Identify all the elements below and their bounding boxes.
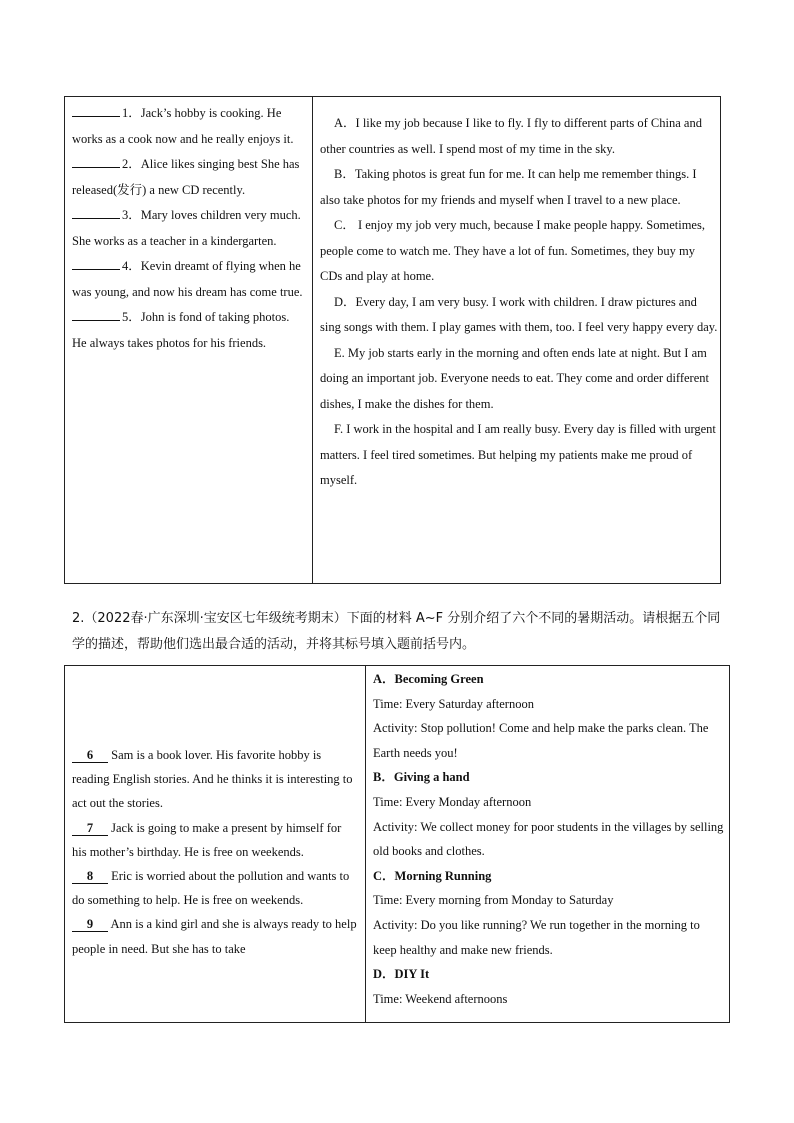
answer-blank[interactable]: 6 <box>72 748 108 763</box>
question-item: 7 Jack is going to make a present by himself for his mother’s birthday. He is free on weekends. <box>72 820 342 859</box>
matching-table-2 <box>64 665 730 1023</box>
answer-blank[interactable] <box>72 255 120 270</box>
option-f: F. I work in the hospital and I am really busy. Every day is filled with urgent matters. I feel tired sometimes. But helping my patients make me proud of myself. <box>320 422 716 487</box>
activity-c-description: Activity: Do you like running? We run together in the morning to keep healthy and make new friends. <box>373 917 700 957</box>
question-item: 1．Jack’s hobby is cooking. He works as a cook now and he really enjoys it. <box>72 101 307 152</box>
option-a: A．I like my job because I like to fly. I fly to different parts of China and other countries as well. I spend most of my time in the sky. <box>320 116 702 156</box>
question-item: 9 Ann is a kind girl and she is always ready to help people in need. But she has to take <box>72 917 357 956</box>
option-e: E. My job starts early in the morning and often ends late at night. But I am doing an important job. Everyone needs to eat. They come and order different dishes, I make the dishes for them. <box>320 345 709 411</box>
question-item: 6 Sam is a book lover. His favorite hobby is reading English stories. And he thinks it is interesting to act out the stories. <box>72 748 353 811</box>
activity-b-description: Activity: We collect money for poor students in the villages by selling old books and clothes. <box>373 819 724 859</box>
activity-a-heading: A．Becoming Green <box>373 672 484 686</box>
question-item: 2．Alice likes singing best She has released(发行) a new CD recently. <box>72 152 307 203</box>
answer-blank[interactable] <box>72 102 120 117</box>
students-column <box>72 743 357 961</box>
activity-b-heading: B．Giving a hand <box>373 770 470 785</box>
activity-c-heading: C．Morning Running <box>373 868 492 883</box>
question-item: 8 Eric is worried about the pollution and wants to do something to help. He is free on weekends. <box>72 869 350 908</box>
activity-d-heading: D．DIY It <box>373 967 430 982</box>
answer-blank[interactable]: 7 <box>72 821 108 836</box>
question-item: 5．John is fond of taking photos. He always takes photos for his friends. <box>72 305 307 356</box>
answer-blank[interactable]: 9 <box>72 917 108 932</box>
question-item: 3．Mary loves children very much. She works as a teacher in a kindergarten. <box>72 203 307 254</box>
activity-a-description: Activity: Stop pollution! Come and help make the parks clean. The Earth needs you! <box>373 721 709 760</box>
answer-blank[interactable] <box>72 153 120 168</box>
activity-b-time: Time: Every Monday afternoon <box>373 794 532 809</box>
answer-blank[interactable]: 8 <box>72 869 108 884</box>
answer-blank[interactable] <box>72 306 120 321</box>
column-divider <box>312 97 313 583</box>
answer-blank[interactable] <box>72 204 120 219</box>
matching-table-1 <box>64 96 721 584</box>
option-c: C． I enjoy my job very much, because I make people happy. Sometimes, people come to watch me. They have a lot of fun. Sometimes, they buy my CDs and play at home. <box>320 218 705 283</box>
activity-d-time: Time: Weekend afternoons <box>373 991 508 1006</box>
question-2-instructions: 2.（2022春·广东深圳·宝安区七年级统考期末）下面的材料 A~F 分别介绍了六个不同的暑期活动。请根据五个同学的描述，帮助他们选出最合适的活动，并将其标号填入题前括号内。 <box>72 611 721 652</box>
activity-a-time: Time: Every Saturday afternoon <box>373 696 534 711</box>
activities-column <box>373 667 725 1011</box>
questions-column <box>72 101 307 356</box>
options-column <box>320 111 718 494</box>
column-divider <box>365 666 366 1022</box>
option-d: D．Every day, I am very busy. I work with children. I draw pictures and sing songs with them. I play games with them, too. I feel very happy every day. <box>320 294 718 334</box>
activity-c-time: Time: Every morning from Monday to Saturday <box>373 893 614 908</box>
option-b: B．Taking photos is great fun for me. It can help me remember things. I also take photos for my friends and myself when I travel to a new place. <box>320 167 697 207</box>
question-item: 4．Kevin dreamt of flying when he was young, and now his dream has come true. <box>72 254 307 305</box>
